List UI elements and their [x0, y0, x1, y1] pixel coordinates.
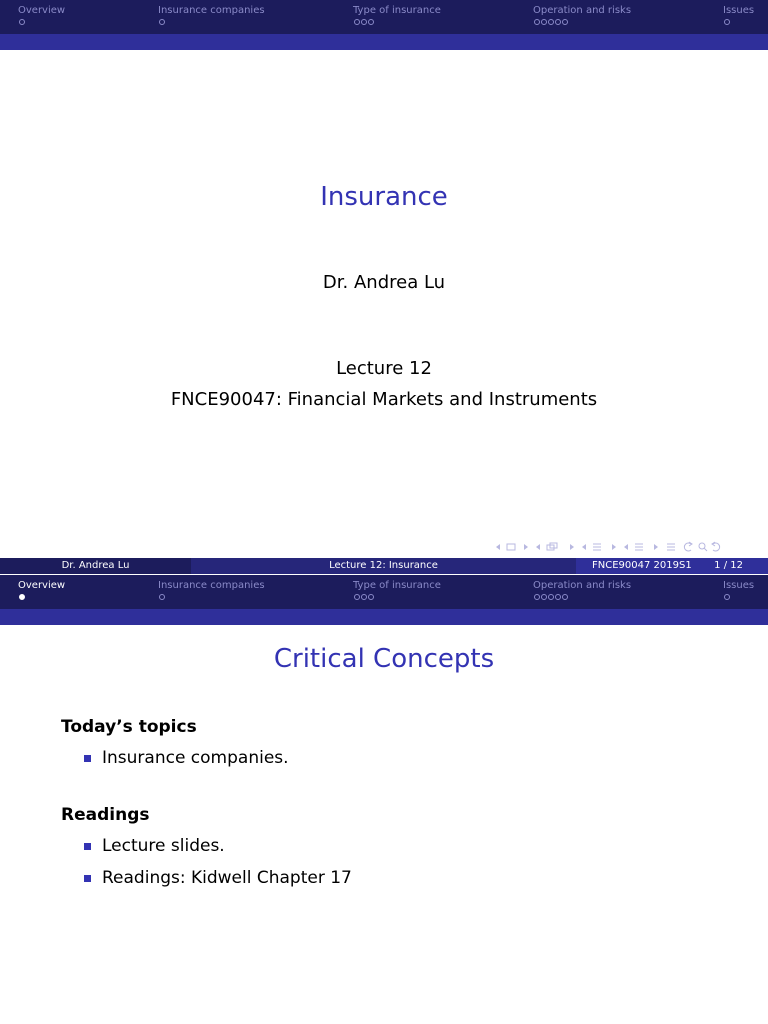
frame-dot[interactable] [555, 594, 561, 600]
nav-dots-type-of-insurance[interactable] [354, 592, 374, 602]
readings-heading: Readings [61, 805, 150, 825]
nav-section-type-of-insurance[interactable]: Type of insurance [353, 580, 441, 591]
reading-item-text: Readings: Kidwell Chapter 17 [102, 868, 352, 888]
frame-dot[interactable] [541, 19, 547, 25]
frame-dot[interactable] [159, 19, 165, 25]
slide-footline [0, 558, 768, 574]
frame-dot-current[interactable] [19, 594, 25, 600]
frame-dot[interactable] [548, 594, 554, 600]
topic-item [84, 748, 289, 768]
search-zoom-icon[interactable] [683, 541, 721, 553]
nav-dots-issues[interactable] [724, 17, 730, 27]
bullet-icon [84, 843, 91, 850]
slide2-header-strip [0, 609, 768, 625]
nav-dots-insurance-companies[interactable] [159, 592, 165, 602]
nav-dots-type-of-insurance[interactable] [354, 17, 374, 27]
presentation-title: Insurance [320, 182, 448, 212]
footer-course-page [576, 558, 768, 574]
topic-item-text: Insurance companies. [102, 748, 289, 768]
nav-dots-overview[interactable] [19, 592, 25, 602]
frame-dot[interactable] [368, 19, 374, 25]
presentation-nav-icon[interactable] [623, 542, 659, 552]
footer-course: FNCE90047 2019S1 [592, 560, 692, 571]
frame-dot[interactable] [724, 594, 730, 600]
frame-dot[interactable] [534, 19, 540, 25]
course-name: FNCE90047: Financial Markets and Instruments [170, 389, 598, 410]
footer-author: Dr. Andrea Lu [0, 558, 191, 574]
reading-item-text: Lecture slides. [102, 836, 225, 856]
frame-nav-icon[interactable] [495, 542, 529, 552]
nav-section-issues[interactable]: Issues [723, 580, 755, 591]
nav-dots-issues[interactable] [724, 592, 730, 602]
frame-dot[interactable] [562, 19, 568, 25]
slide2-nav-header [0, 575, 768, 609]
nav-section-issues[interactable]: Issues [723, 5, 755, 16]
beamer-navigation-symbols [495, 541, 721, 553]
frame-dot[interactable] [361, 594, 367, 600]
slide1-nav-header [0, 0, 768, 34]
frame-dot[interactable] [541, 594, 547, 600]
nav-section-type-of-insurance[interactable]: Type of insurance [353, 5, 441, 16]
frame-dot[interactable] [354, 19, 360, 25]
frame-dot[interactable] [548, 19, 554, 25]
footer-page-number: 1 / 12 [714, 560, 743, 571]
bullet-icon [84, 755, 91, 762]
section-nav-icon[interactable] [581, 542, 617, 552]
lecture-number: Lecture 12 [336, 358, 432, 379]
slide1-header-strip [0, 34, 768, 50]
frame-dot[interactable] [159, 594, 165, 600]
nav-section-insurance-companies[interactable]: Insurance companies [158, 5, 265, 16]
nav-section-overview[interactable]: Overview [18, 580, 66, 591]
nav-section-insurance-companies[interactable]: Insurance companies [158, 580, 265, 591]
frame-dot[interactable] [555, 19, 561, 25]
nav-section-overview[interactable]: Overview [18, 5, 66, 16]
bullet-icon [84, 875, 91, 882]
frame-dot[interactable] [368, 594, 374, 600]
topics-heading: Today’s topics [61, 717, 197, 737]
presentation-author: Dr. Andrea Lu [322, 272, 446, 293]
nav-section-operation-and-risks[interactable]: Operation and risks [533, 5, 632, 16]
reading-item [84, 868, 352, 888]
frame-dot[interactable] [724, 19, 730, 25]
footer-title: Lecture 12: Insurance [191, 558, 576, 574]
nav-section-operation-and-risks[interactable]: Operation and risks [533, 580, 632, 591]
appendix-nav-icon[interactable] [665, 542, 677, 552]
reading-item [84, 836, 225, 856]
nav-dots-insurance-companies[interactable] [159, 17, 165, 27]
nav-dots-operation-and-risks[interactable] [534, 17, 568, 27]
frame-dot[interactable] [19, 19, 25, 25]
nav-dots-operation-and-risks[interactable] [534, 592, 568, 602]
nav-dots-overview[interactable] [19, 17, 25, 27]
subsection-nav-icon[interactable] [535, 542, 575, 552]
frame-dot[interactable] [354, 594, 360, 600]
frame-dot[interactable] [534, 594, 540, 600]
frame-dot[interactable] [562, 594, 568, 600]
frame-dot[interactable] [361, 19, 367, 25]
frame-title: Critical Concepts [273, 644, 495, 674]
